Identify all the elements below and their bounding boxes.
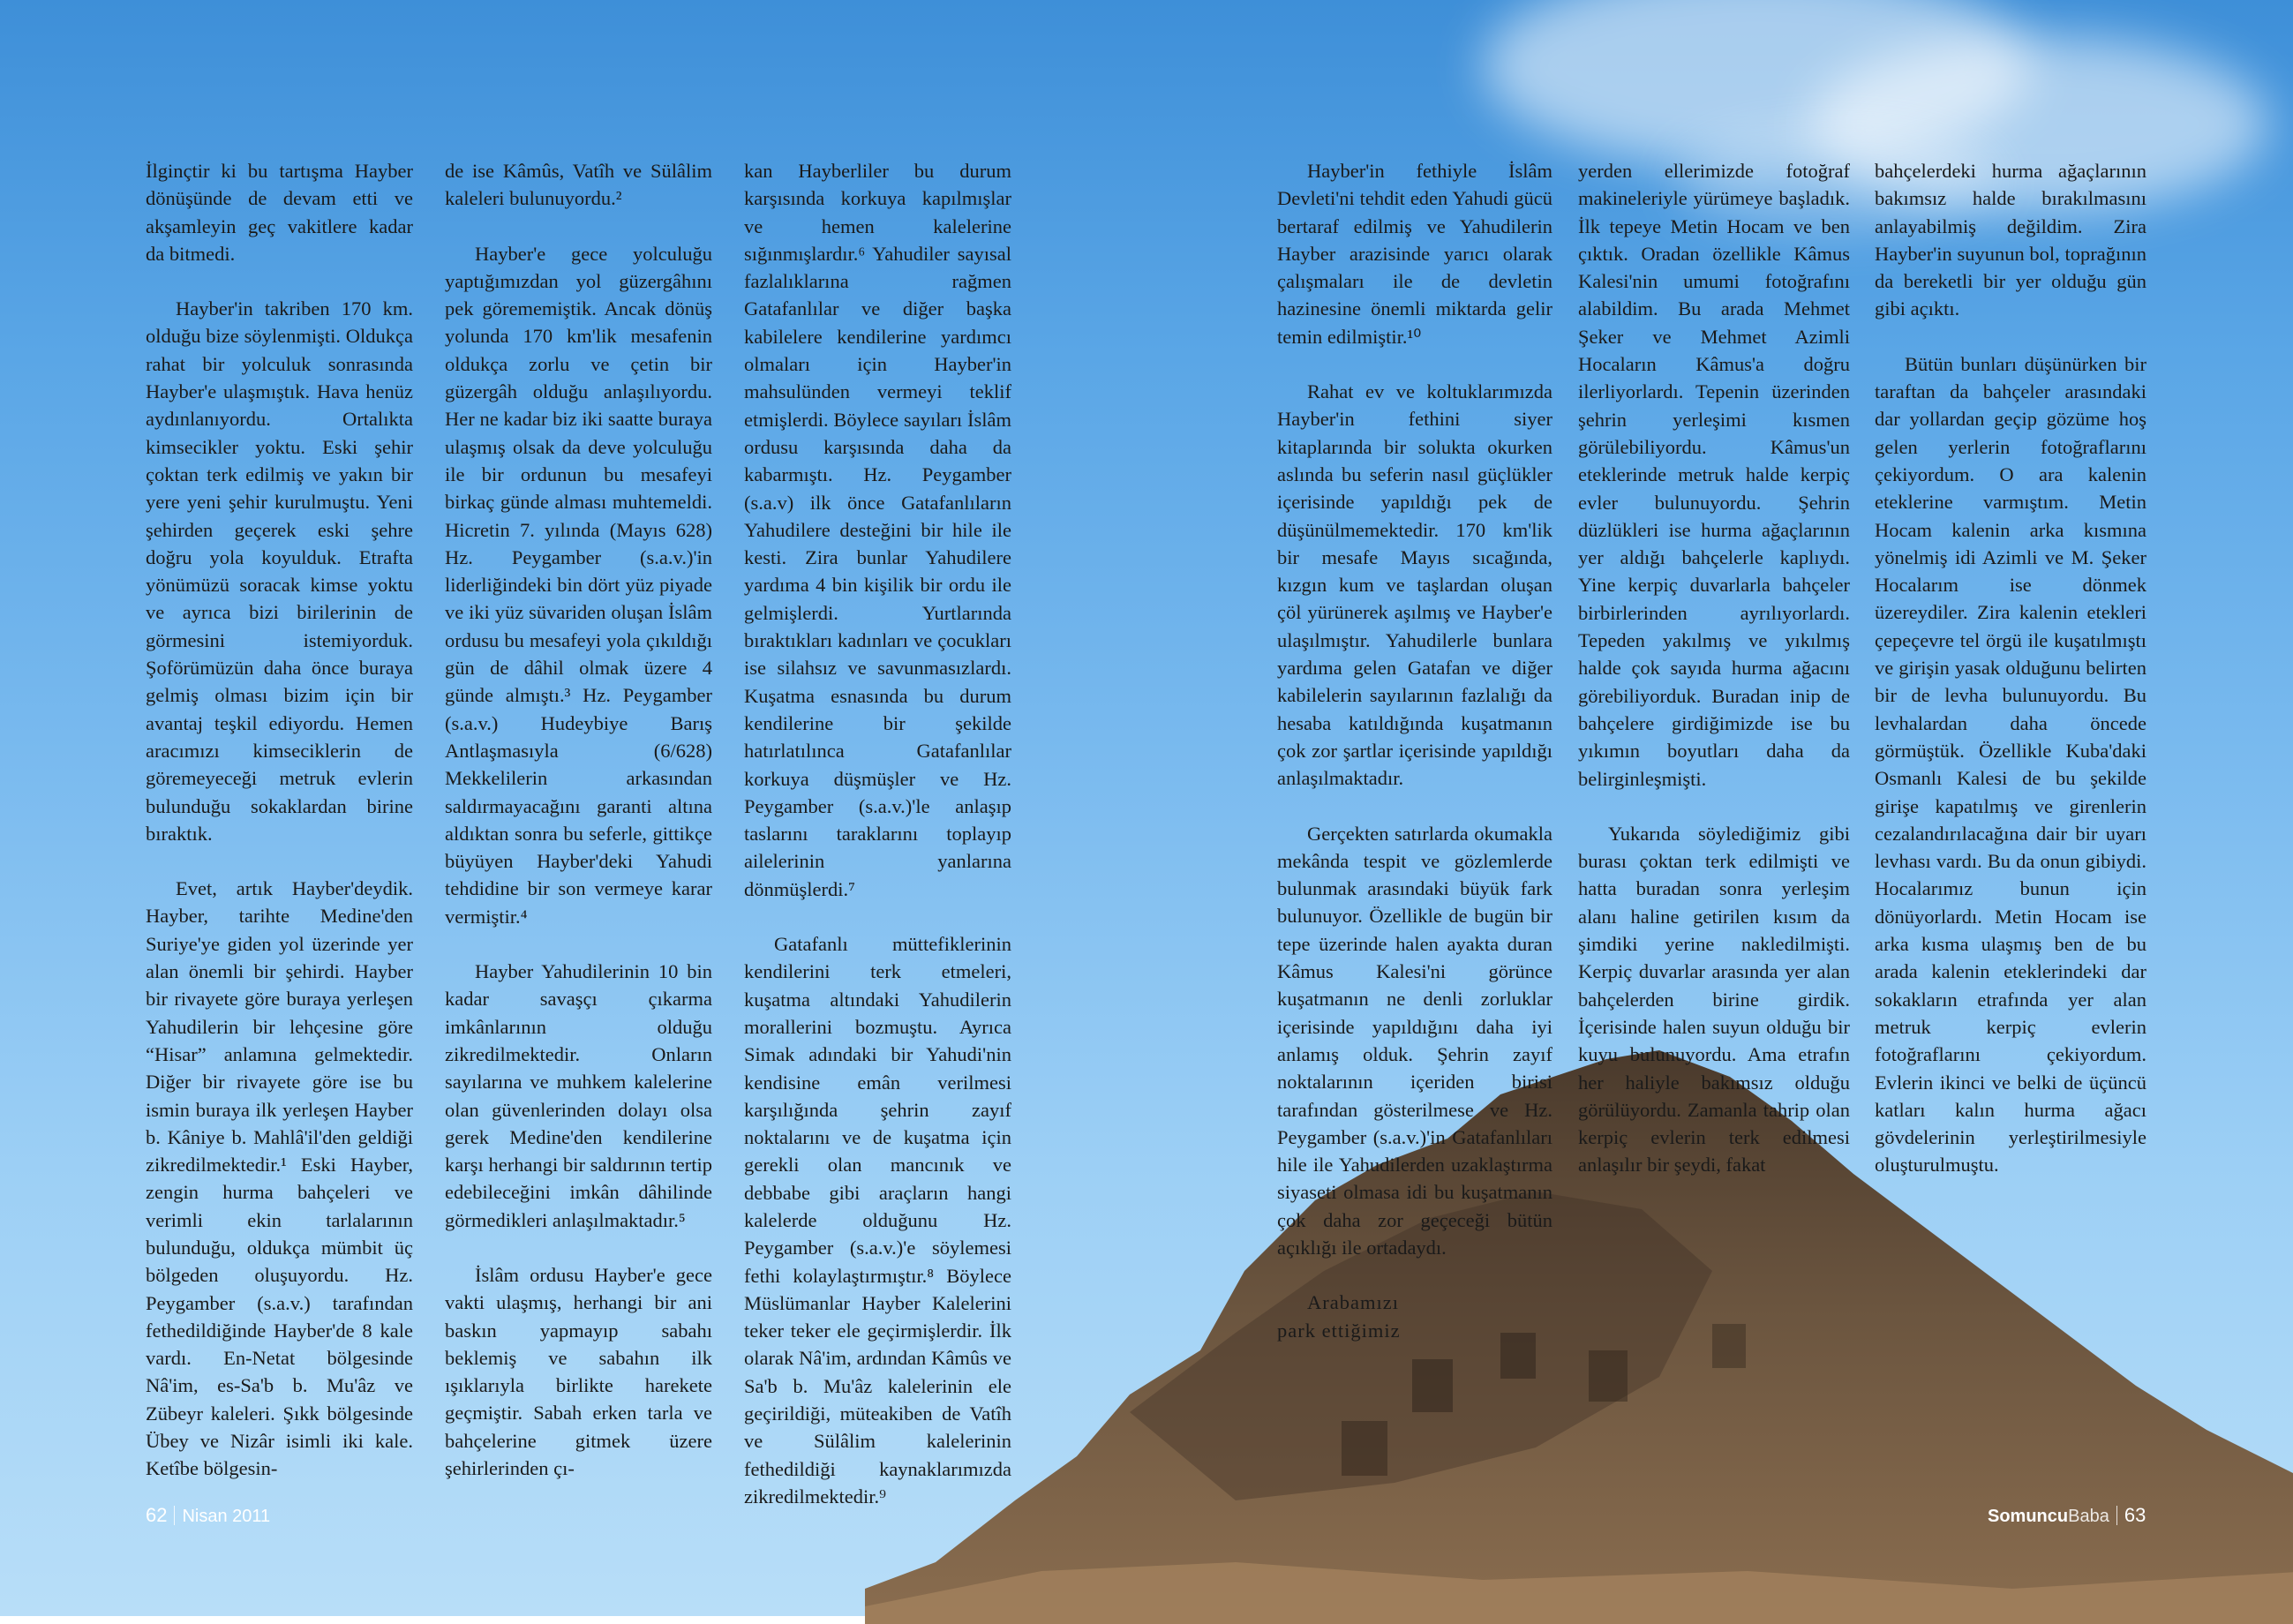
text-column-1 <box>146 157 413 1510</box>
issue-date: Nisan 2011 <box>182 1507 271 1526</box>
magazine-name: Somuncu <box>1988 1507 2069 1526</box>
paragraph: Arabamızı park ettiğimiz <box>1277 1291 1401 1342</box>
paragraph: kan Hayberliler bu durum karşısında korkuya kapılmışlar ve hemen kalelerine sığınmışlardır.⁶ Yahudiler sayısal fazlalıklarına rağmen Gatafanlılar ve diğer başka kabilelere kendilerine yardımcı olmaları için Hayber'in mahsulünden vermeyi teklif etmişlerdi. Böylece sayıları İslâm ordusu karşısında daha da kabarmıştı. Hz. Peygamber (s.a.v) ilk önce Gatafanlıların Yahudilere desteğini bir hile ile kesti. Zira bunlar Yahudilere yardıma 4 bin kişilik bir ordu ile gelmişlerdi. Yurtlarında bıraktıkları kadınları ve çocukları ise silahsız ve savunmasızlardı. Kuşatma esnasında bu durum kendilerine bir şekilde hatırlatılınca Gatafanlılar korkuya düşmüşler ve Hz. Peygamber (s.a.v.)'le anlaşıp taslarını taraklarını toplayıp ailelerinin yanlarına dönmüşlerdi.⁷ <box>744 160 1011 900</box>
paragraph: Hayber'e gece yolculuğu yaptığımızdan yol güzergâhını pek görememiştik. Ancak dönüş yolunda 170 km'lik mesafenin oldukça zorlu ve çetin bir güzergâh olduğu anlaşılıyordu. Her ne kadar biz iki saatte buraya ulaşmış olsak da deve yolculuğu ile bir ordunun bu mesafeyi birkaç günde alması muhtemeldi. Hicretin 7. yılında (Mayıs 628) Hz. Peygamber (s.a.v.)'in liderliğindeki bin dört yüz piyade ve iki yüz süvariden oluşan İslâm ordusu bu mesafeyi yola çıkıldığı gün de dâhil olmak üzere 4 günde almıştı.³ Hz. Peygamber (s.a.v.) Hudeybiye Barış Antlaşmasıyla (6/628) Mekkelilerin arkasından saldırmayacağını garanti altına aldıktan sonra bu seferle, gittikçe büyüyen Hayber'deki Yahudi tehdidine bir son vermeye karar vermiştir.⁴ <box>445 242 712 928</box>
paragraph: bahçelerdeki hurma ağaçlarının bakımsız halde bırakılmasını anlayabilmiş değildim. Zira Hayber'in suyunun bol, toprağının da bereketli bir yer olduğu gün gibi açıktı. <box>1875 160 2146 320</box>
page-number: 63 <box>2124 1504 2146 1526</box>
paragraph: Gatafanlı müttefiklerinin kendilerini terk etmeleri, kuşatma altındaki Yahudilerin morallerini bozmuştu. Ayrıca Simak adındaki bir Yahudi'nin kendisine emân verilmesi karşılığında şehrin zayıf noktalarını ve de kuşatma için gerekli olan mancınık ve debbabe gibi araçların hangi kalelerde olduğunu Hz. Peygamber (s.a.v.)'e söylemesi fethi kolaylaştırmıştır.⁸ Böylece Müslümanlar Hayber Kalelerini teker teker ele geçirmişlerdir. İlk olarak Nâ'im, ardından Kâmûs ve Sa'b b. Mu'âz kalelerinin ele geçirildiği, müteakiben de Vatîh ve Sülâlim kalelerinin fethedildiği kaynaklarımızda zikredilmektedir.⁹ <box>744 933 1011 1507</box>
paragraph: Hayber Yahudilerinin 10 bin kadar savaşçı çıkarma imkânlarının olduğu zikredilmektedir. Onların sayılarına ve muhkem kalelerine olan güvenlerinden dolayı olsa gerek Medine'den kendilerine karşı herhangi bir saldırının tertip edebileceğini imkân dâhilinde görmedikleri anlaşılmaktadır.⁵ <box>445 960 712 1231</box>
text-column-6 <box>1875 157 2146 1207</box>
text-column-5 <box>1578 157 1850 1207</box>
paragraph: İslâm ordusu Hayber'e gece vakti ulaşmış, herhangi bir ani baskın yapmayıp sabahı beklemiş ve sabahın ilk ışıklarıyla birlikte harekete geçmiştir. Sabah erken tarla ve bahçelerine gitmek üzere şehirlerinden çı- <box>445 1263 712 1480</box>
paragraph: yerden ellerimizde fotoğraf makineleriyle yürümeye başladık. İlk tepeye Metin Hocam ve ben çıktık. Oradan özellikle Kâmus Kalesi'nin umumi fotoğrafını alabildim. Bu arada Mehmet Şeker ve Mehmet Azimli Hocaların Kâmus'a doğru ilerliyorlardı. Tepenin üzerinden şehrin yerleşimi kısmen görülebiliyordu. Kâmus'un eteklerinde metruk halde kerpiç evler bulunuyordu. Şehrin düzlükleri ise hurma ağaçlarının yer aldığı bahçelerle kaplıydı. Yine kerpiç duvarlarla bahçeler birbirlerinden ayrılıyorlardı. Tepeden yakılmış ve yıkılmış halde çok sayıda hurma ağacını görebiliyorduk. Buradan inip de bahçelere girdiğimizde ise bu yıkımın boyutları daha da belirginleşmişti. <box>1578 160 1850 790</box>
paragraph: de ise Kâmûs, Vatîh ve Sülâlim kaleleri bulunuyordu.² <box>445 160 712 210</box>
text-column-4 <box>1277 157 1552 1372</box>
paragraph: Bütün bunları düşünürken bir taraftan da bahçeler arasındaki dar yollardan geçip gözüme hoş gelen yerlerin fotoğraflarını çekiyordum. O ara kalenin eteklerine varmıştım. Metin Hocam kalenin arka kısmına yönelmiş idi Azimli ve M. Şeker Hocalarım ise dönmek üzereydiler. Zira kalenin etekleri çepeçevre tel örgü ile kuşatılmıştı ve girişin yasak olduğunu belirten bir de levha bulunuyordu. Bu levhalardan daha öncede görmüştük. Özellikle Kuba'daki Osmanlı Kalesi de bu şekilde girişe kapatılmış ve girenlerin cezalandırılacağına dair bir uyarı levhası vardı. Bu da onun gibiydi. Hocalarımız bunun için dönüyorlardı. Metin Hocam ise arka kısma ulaşmış ben de bu arada kalenin eteklerindeki dar sokakların etrafında yer alan metruk kerpiç evlerin fotoğraflarını çekiyordum. Evlerin ikinci ve belki de üçüncü katları kalın hurma ağacı gövdelerinin yerleştirilmesiyle oluşturulmuştu. <box>1875 352 2146 1177</box>
page-number: 62 <box>146 1504 168 1526</box>
divider <box>174 1506 175 1525</box>
text-column-3 <box>744 157 1011 1538</box>
paragraph: Hayber'in takriben 170 km. olduğu bize söylenmişti. Oldukça rahat bir yolculuk sonrasında Hayber'e ulaşmıştık. Hava henüz aydınlanıyordu. Ortalıkta kimsecikler yoktu. Eski şehir çoktan terk edilmiş ve yakın bir yere yeni şehir kurulmuştu. Yeni şehirden geçerek eski şehre doğru yola koyulduk. Etrafta yönümüzü soracak kimse yoktu ve ayrıca bizi birilerinin de görmesini istemiyorduk. Şoförümüzün daha önce buraya gelmiş olması bizim için bir avantaj teşkil ediyordu. Hemen aracımızı kimseciklerin de göremeyeceği metruk evlerin bulunduğu sokaklardan birine bıraktık. <box>146 297 413 845</box>
paragraph: Yukarıda söylediğimiz gibi burası çoktan terk edilmişti ve hatta buradan sonra yerleşim alanı haline getirilen kısım da şimdiki yerine nakledilmişti. Kerpiç duvarlar arasında yer alan bahçelerden birine girdik. İçerisinde halen suyun olduğu bir kuyu bulunuyordu. Ama etrafın her haliyle bakımsız olduğu görülüyordu. Zamanla tahrip olan kerpiç evlerin terk edilmesi anlaşılır bir şeydi, fakat <box>1578 822 1850 1177</box>
magazine-name-suffix: Baba <box>2068 1507 2109 1526</box>
paragraph: İlginçtir ki bu tartışma Hayber dönüşünde de devam etti ve akşamleyin geç vakitlere kadar da bitmedi. <box>146 160 413 265</box>
right-folio <box>1988 1504 2146 1527</box>
paragraph: Rahat ev ve koltuklarımızda Hayber'in fethini siyer kitaplarında bir solukta okurken aslında bu seferin nasıl güçlükler içerisinde yapıldığı pek de düşünülmemektedir. 170 km'lik bir mesafe Mayıs sıcağında, kızgın kum ve taşlardan oluşan çöl yürünerek aşılmış ve Hayber'e ulaşılmıştır. Yahudilerle bunlara yardıma gelen Gatafan ve diğer kabilelerin sayılarının fazlalığı da hesaba katıldığında kuşatmanın çok zor şartlar içerisinde yapıldığı anlaşılmaktadır. <box>1277 380 1552 790</box>
paragraph: Gerçekten satırlarda okumakla mekânda tespit ve gözlemlerde bulunmak arasındaki büyük fark bulunuyor. Özellikle de bugün bir tepe üzerinde halen ayakta duran Kâmus Kalesi'ni görünce kuşatmanın ne denli zorluklar içerisinde yapıldığını daha iyi anlamış olduk. Şehrin zayıf noktalarının içeriden birisi tarafından gösterilmese ve Hz. Peygamber (s.a.v.)'in Gatafanlıları hile ile Yahudilerden uzaklaştırma siyaseti olmasa idi bu kuşatmanın çok daha zor geçeceği bütün açıklığı ile ortadaydı. <box>1277 822 1552 1259</box>
text-column-2 <box>445 157 712 1509</box>
paragraph: Hayber'in fethiyle İslâm Devleti'ni tehdit eden Yahudi gücü bertaraf edilmiş ve Yahudilerin Hayber arazisinde yarıcı olarak çalışmaları ile de devletin hazinesine önemli miktarda gelir temin edilmiştir.¹⁰ <box>1277 160 1552 348</box>
divider <box>2116 1506 2117 1525</box>
paragraph: Evet, artık Hayber'deydik. Hayber, tarihte Medine'den Suriye'ye giden yol üzerinde yer alan önemli bir şehirdi. Hayber bir rivayete göre buraya yerleşen Yahudilerin bir lehçesine göre “Hisar” anlamına gelmektedir. Diğer bir rivayete göre ise bu ismin buraya ilk yerleşen Hayber b. Kâniye b. Mahlâ'il'den geldiği zikredilmektedir.¹ Eski Hayber, zengin hurma bahçeleri ve verimli ekin tarlalarının bulunduğu, oldukça mümbit üç bölgeden oluşuyordu. Hz. Peygamber (s.a.v.) tarafından fethedildiğinde Hayber'de 8 kale vardı. En-Netat bölgesinde Nâ'im, es-Sa'b b. Mu'âz ve Zübeyr kaleleri. Şıkk bölgesinde Übey ve Nizâr isimli iki kale. Ketîbe bölgesin- <box>146 877 413 1480</box>
left-folio <box>146 1504 270 1527</box>
